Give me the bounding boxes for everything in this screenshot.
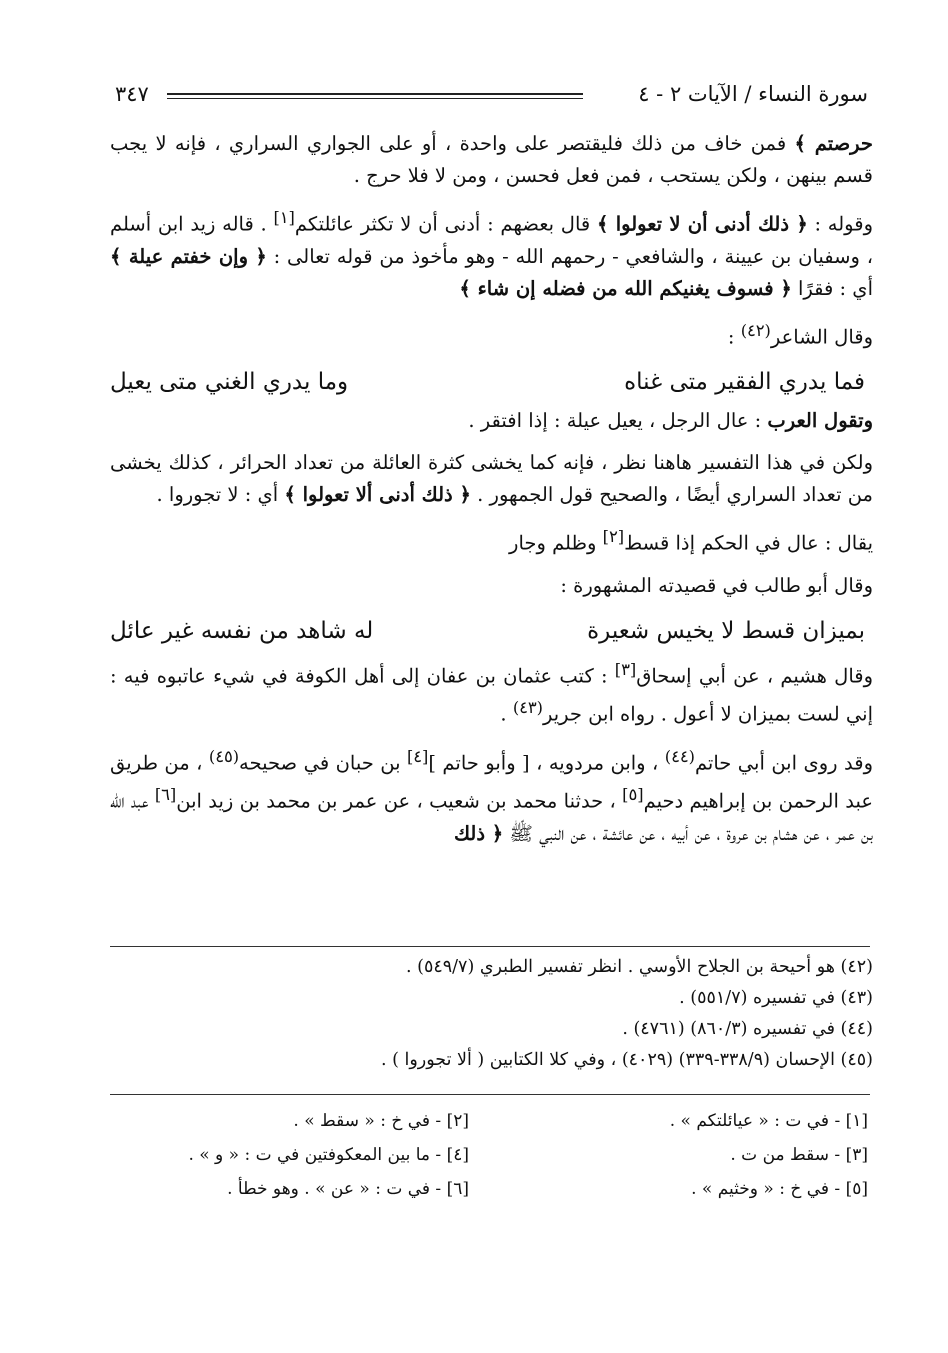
paragraph-text: وقد روى ابن أبي حاتم xyxy=(694,751,873,774)
page-number: ٣٤٧ xyxy=(115,82,149,106)
paragraph-text: . xyxy=(500,702,513,726)
surah-title: سورة النساء / الآيات ٢ - ٤ xyxy=(638,82,868,106)
paragraph-4 xyxy=(110,405,873,437)
paragraph-text: . قاله زيد ابن أسلم ، وسفيان بن عيينة ، والشافعي - رحمهم الله - وهو مأخوذ من قوله تعالى : xyxy=(110,212,874,268)
paragraph-text: وظلم وجار xyxy=(509,531,603,555)
paragraph-text: يقال : عال في الحكم إذا قسط xyxy=(624,531,873,555)
paragraph-text: فمن خاف من ذلك فليقتصر على واحدة ، أو على الجواري السراري ، فإنه لا يجب قسم بينهن ، ولكن يستحب ، فمن فعل فحسن ، ومن لا فلا حرج . xyxy=(110,132,873,187)
paragraph-9 xyxy=(110,741,873,850)
variant-note: [١] - في ت : « عيائلتكم » . xyxy=(669,1111,868,1131)
paragraph-5 xyxy=(110,447,873,511)
paragraph-7 xyxy=(110,570,873,602)
paragraph-text: ولكن في هذا التفسير هاهنا نظر ، فإنه كما يخشى كثرة العائلة من تعداد الحرائر ، كذلك يخشى من تعداد السراري أيضًا ، والصحيح قول الجمهور . xyxy=(110,451,873,506)
footnote-marker: (٤٣) xyxy=(512,698,543,717)
variant-marker: [٣] xyxy=(614,659,637,679)
paragraph-text: ، وابن مردويه ، [ وأبو حاتم ] xyxy=(428,751,665,774)
footnote-divider xyxy=(110,946,870,947)
paragraph-text: : كتب عثمان بن عفان إلى أهل الكوفة في شيء عاتبوه فيه : إني لست بميزان لا أعول . رواه ابن جرير xyxy=(110,664,873,726)
paragraph-6 xyxy=(110,521,873,560)
verse-quote: ﴿ فسوف يغنيكم الله من فضله إن شاء ﴾ xyxy=(459,276,792,300)
footnote: (٤٤) في تفسيره (٨٦٠/٣) (٤٧٦١) . xyxy=(622,1019,873,1039)
footnote: (٤٥) الإحسان (٣٣٨/٩-٣٣٩) (٤٠٢٩) ، وفي كلا الكتابين ( ألا تجوروا ) . xyxy=(380,1050,873,1070)
verse-quote: ﴿ وإن خفتم عيلة ﴾ xyxy=(110,244,267,268)
footnote-marker: (٤٤) xyxy=(664,746,695,766)
verse-hemistich-first: بميزان قسط لا يخيس شعيرة xyxy=(587,617,865,644)
paragraph-2 xyxy=(110,202,873,305)
header-rule xyxy=(167,93,583,99)
variant-note: [٦] - في ت : « عن » . وهو خطأ . xyxy=(227,1179,469,1199)
footnote-marker: (٤٥) xyxy=(208,746,240,766)
variant-note: [٢] - في خ : « سقط » . xyxy=(293,1111,469,1131)
paragraph-text: بن حبان في صحيحه xyxy=(239,751,407,774)
variant-note: [٥] - في خ : « وخثيم » . xyxy=(691,1179,868,1199)
verse-hemistich-second: له شاهد من نفسه غير عائل xyxy=(110,617,374,644)
paragraph-text: أي : لا تجوروا . xyxy=(156,483,285,506)
paragraph-text: وقوله : xyxy=(807,212,873,236)
footnote: (٤٣) في تفسيره (٥٥١/٧) . xyxy=(679,988,873,1008)
paragraph-text: : عال الرجل ، يعيل عيلة : إذا افتقر . xyxy=(468,409,768,432)
poetry-verse-2 xyxy=(110,612,873,650)
variants-divider xyxy=(110,1094,870,1095)
variant-marker: [٥] xyxy=(622,785,644,804)
variant-note: [٤] - ما بين المعكوفتين في ت : « و » . xyxy=(188,1145,469,1165)
bold-phrase: وتقول العرب xyxy=(767,409,873,432)
verse-quote: ﴿ ذلك أدنى أن لا تعولوا ﴾ xyxy=(596,212,808,236)
variant-note: [٣] - سقط من ت . xyxy=(730,1145,868,1165)
paragraph-3 xyxy=(110,315,873,354)
verse-quote: ﴿ ذلك أدنى ألا تعولوا ﴾ xyxy=(284,483,471,506)
paragraph-text: وقال أبو طالب في قصيدته المشهورة : xyxy=(560,573,873,597)
variant-marker: [٦] xyxy=(154,785,177,804)
manuscript-variants xyxy=(110,1104,868,1206)
paragraph-text: : xyxy=(727,325,741,348)
poetry-verse-1 xyxy=(110,363,873,401)
paragraph-text: عبد الله بن عمر ، عن هشام بن عروة ، عن أبيه ، عن عائشة ، عن النبي ﷺ xyxy=(110,789,873,845)
variant-marker: [٤] xyxy=(406,746,429,766)
paragraph-text: قال بعضهم : أدنى أن لا تكثر عائلتكم xyxy=(294,212,597,236)
verse-quote: ﴿ ذلك xyxy=(453,821,504,845)
verse-quote: حرصتم ﴾ xyxy=(794,132,873,155)
paragraph-text: ، حدثنا محمد بن شعيب ، عن عمر بن محمد بن زيد ابن xyxy=(176,789,623,813)
paragraph-text: أي : فقرًا xyxy=(791,276,873,300)
paragraph-text: وقال الشاعر xyxy=(770,325,873,348)
paragraph-8 xyxy=(110,654,873,731)
verse-hemistich-first: فما يدري الفقير متى غناه xyxy=(624,369,865,395)
main-text xyxy=(110,128,873,860)
footnotes xyxy=(110,952,873,1076)
variant-marker: [١] xyxy=(273,208,295,227)
footnote: (٤٢) هو أحيحة بن الجلاح الأوسي . انظر تفسير الطبري (٥٤٩/٧) . xyxy=(405,957,873,977)
footnote-marker: (٤٢) xyxy=(740,320,771,340)
paragraph-text: ، من طريق عبد الرحمن بن إبراهيم دحيم xyxy=(110,751,873,813)
paragraph-text: وقال هشيم ، عن أبي إسحاق xyxy=(636,664,874,687)
variant-marker: [٢] xyxy=(602,527,625,546)
paragraph-1 xyxy=(110,128,873,192)
verse-hemistich-second: وما يدري الغني متى يعيل xyxy=(110,369,349,395)
page-header xyxy=(105,78,868,118)
